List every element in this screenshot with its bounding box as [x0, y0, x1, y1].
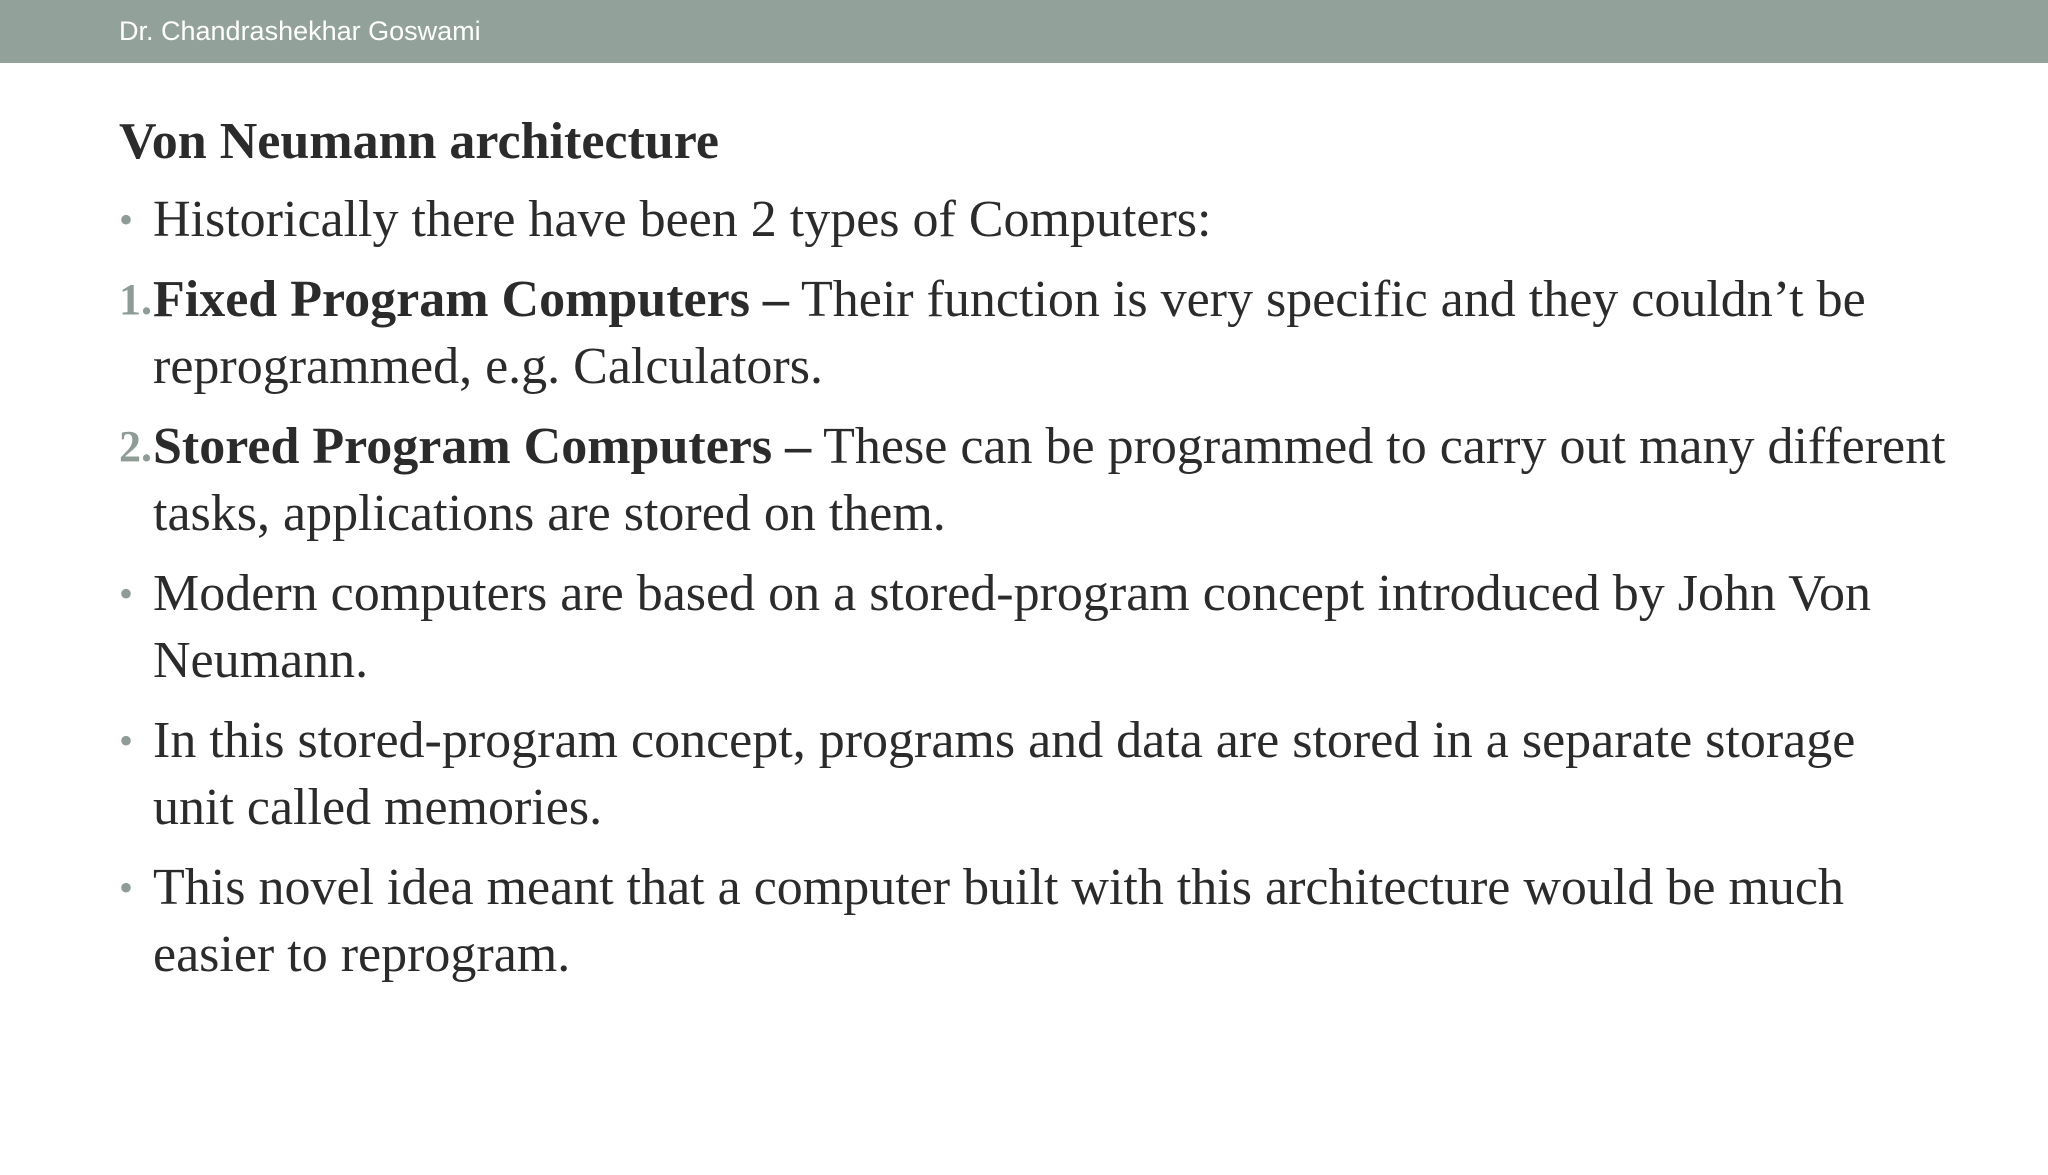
- list-item-text: These can be programmed to carry out many different tasks, applications are stored on them.: [153, 418, 1946, 542]
- list-item: [119, 707, 1949, 841]
- slide-title: Von Neumann architecture: [119, 113, 719, 170]
- list-item-term: Stored Program Computers –: [153, 418, 812, 475]
- list-item-text: Their function is very specific and they couldn’t be reprogrammed, e.g. Calculators.: [153, 271, 1866, 395]
- list-item-text: Historically there have been 2 types of Computers:: [153, 191, 1212, 248]
- bullet-marker: •: [119, 571, 134, 616]
- list-item-text: This novel idea meant that a computer built with this architecture would be much easier to reprogram.: [153, 859, 1844, 983]
- list-item: [119, 854, 1949, 988]
- list-item: [119, 413, 1949, 547]
- bullet-marker: •: [119, 865, 134, 910]
- list-item-text: In this stored-program concept, programs and data are stored in a separate storage unit called memories.: [153, 712, 1856, 836]
- header-bar: [0, 0, 2048, 63]
- list-item-term: Fixed Program Computers –: [153, 271, 789, 328]
- bullet-marker: •: [119, 197, 134, 242]
- number-marker: 2.: [119, 422, 152, 471]
- author-name: Dr. Chandrashekhar Goswami: [119, 16, 481, 46]
- number-marker: 1.: [119, 275, 152, 324]
- bullet-marker: •: [119, 718, 134, 763]
- list-item: [119, 266, 1949, 400]
- list-item-text: Modern computers are based on a stored-program concept introduced by John Von Neumann.: [153, 565, 1871, 689]
- list-item: [119, 186, 1949, 253]
- slide-content: [119, 108, 1949, 1001]
- list-item: [119, 560, 1949, 694]
